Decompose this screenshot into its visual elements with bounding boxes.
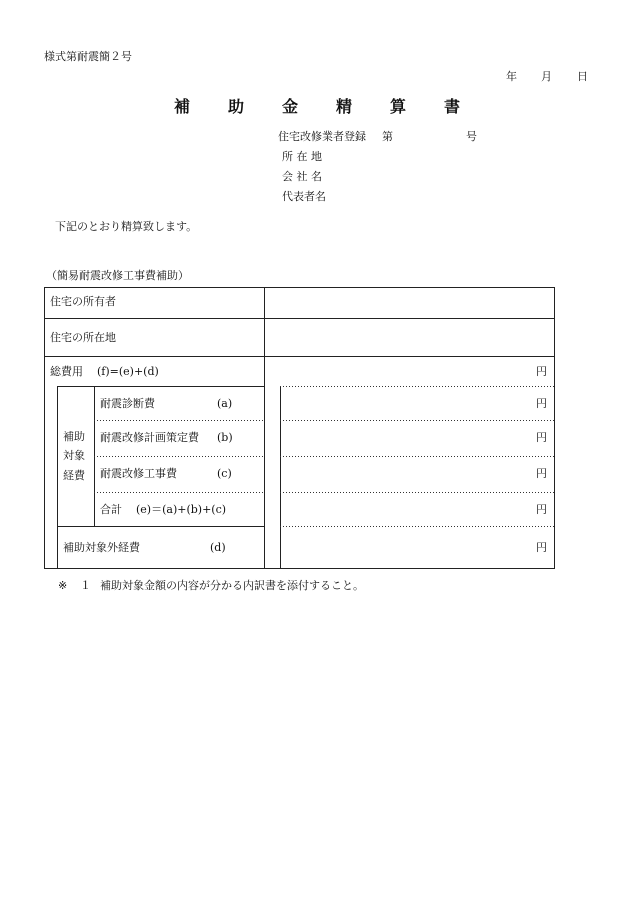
excluded-cost-label: 補助対象外経費 (63, 541, 140, 554)
representative-label: 代表者名 (282, 190, 326, 203)
total-cost-formula: (f)=(e)+(d) (97, 365, 159, 378)
cost-row-code: (b) (217, 431, 233, 444)
excluded-cost-yen: 円 (536, 541, 547, 554)
location-label: 住宅の所在地 (50, 331, 116, 344)
excluded-cost-code: (d) (210, 541, 226, 554)
note-number: １ (80, 579, 91, 592)
total-cost-label: 総費用 (50, 365, 83, 378)
cost-row-label: 耐震診断費 (100, 397, 155, 410)
registration-prefix: 第 (382, 130, 393, 143)
cost-row-label: 耐震改修計画策定費 (100, 431, 199, 444)
cost-row-yen: 円 (536, 431, 547, 444)
date-year-label: 年 (506, 70, 517, 83)
company-label: 会 社 名 (282, 170, 322, 183)
cost-row-yen: 円 (536, 467, 547, 480)
cost-row-code: (c) (217, 467, 232, 480)
form-number: 様式第耐震簡２号 (44, 50, 132, 63)
cost-row-yen: 円 (536, 397, 547, 410)
cost-row-label: 耐震改修工事費 (100, 467, 177, 480)
subtotal-label: 合計 (100, 503, 122, 516)
intro-text: 下記のとおり精算致します。 (55, 220, 198, 233)
subtotal-yen: 円 (536, 503, 547, 516)
cost-row-code: (a) (217, 397, 233, 410)
note-text: 補助対象金額の内容が分かる内訳書を添付すること。 (100, 579, 364, 592)
group-label-line-3: 経費 (63, 469, 85, 482)
group-label-line-1: 補助 (63, 430, 85, 443)
registration-label: 住宅改修業者登録 (278, 130, 366, 143)
section-title: （簡易耐震改修工事費補助） (46, 269, 189, 282)
document-title: 補助金精算書 (174, 97, 499, 116)
subtotal-formula: (e)＝(a)+(b)+(c) (136, 503, 227, 516)
total-cost-yen: 円 (536, 365, 547, 378)
note-mark: ※ (58, 579, 68, 592)
registration-suffix: 号 (466, 130, 477, 143)
date-month-label: 月 (541, 70, 552, 83)
address-label: 所 在 地 (282, 150, 322, 163)
date-day-label: 日 (577, 70, 588, 83)
owner-label: 住宅の所有者 (50, 295, 116, 308)
group-label-line-2: 対象 (63, 449, 85, 462)
